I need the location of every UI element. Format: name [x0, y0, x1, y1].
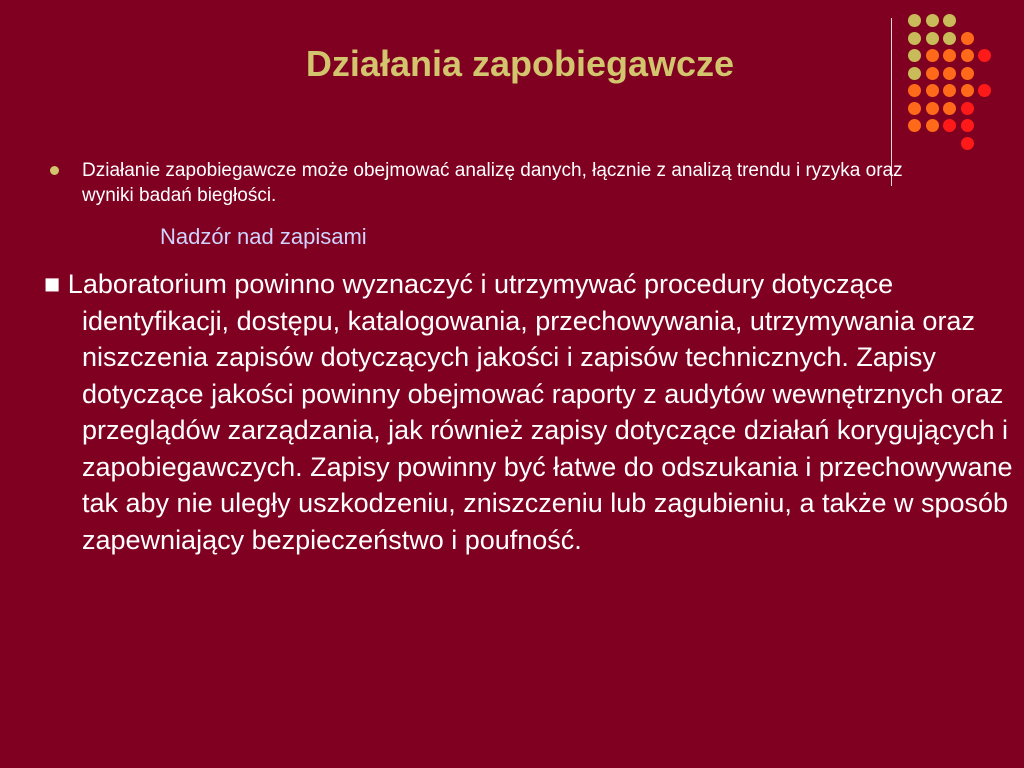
decorative-dot — [943, 84, 956, 97]
bullet-item — [50, 158, 910, 208]
decorative-dot — [961, 119, 974, 132]
decorative-dot — [926, 119, 939, 132]
decorative-dot — [961, 67, 974, 80]
decorative-dot — [961, 137, 974, 150]
decorative-dot — [926, 102, 939, 115]
decorative-dot — [943, 14, 956, 27]
decorative-dot — [978, 84, 991, 97]
decorative-dot — [908, 84, 921, 97]
slide-title: Działania zapobiegawcze — [305, 43, 735, 84]
bullet-text: Działanie zapobiegawcze może obejmować analizę danych, łącznie z analizą trendu i ryzyka oraz wyniki badań biegłości. — [82, 160, 903, 206]
section-subheading: Nadzór nad zapisami — [160, 224, 367, 249]
decorative-dot — [926, 32, 939, 45]
main-paragraph: ■ Laboratorium powinno wyznaczyć i utrzymywać procedury dotyczące identyfikacji, dostępu, katalogowania, przechowywania, utrzymywania oraz niszczenia zapisów dotyczących jakości i zapisów technicznych. Zapisy dotyczące jakości powinny obejmować raporty z audytów wewnętrznych oraz przeglądów zarządzania, jak również zapisy dotyczące działań korygujących i zapobiegawczych. Zapisy powinny być łatwe do odszukania i przechowywane tak aby nie uległy uszkodzeniu, zniszczeniu lub zagubieniu, a także w sposób zapewniający bezpieczeństwo i poufność. — [44, 269, 1013, 555]
decorative-dot — [943, 67, 956, 80]
decorative-dot — [908, 14, 921, 27]
bullet-dot-icon — [50, 166, 59, 175]
decorative-dot — [926, 14, 939, 27]
decorative-dot — [908, 102, 921, 115]
decorative-dot — [943, 102, 956, 115]
decorative-dot — [961, 84, 974, 97]
decorative-dot — [926, 84, 939, 97]
decorative-dot — [943, 32, 956, 45]
decorative-dot-grid — [908, 14, 1018, 174]
decorative-dot — [961, 49, 974, 62]
decorative-dot — [961, 102, 974, 115]
decorative-dot — [961, 32, 974, 45]
decorative-dot — [908, 49, 921, 62]
decorative-dot — [926, 49, 939, 62]
decorative-dot — [908, 67, 921, 80]
decorative-dot — [978, 49, 991, 62]
decorative-dot — [908, 119, 921, 132]
decorative-dot — [908, 32, 921, 45]
decorative-dot — [943, 49, 956, 62]
decorative-dot — [926, 67, 939, 80]
decorative-dot — [943, 119, 956, 132]
